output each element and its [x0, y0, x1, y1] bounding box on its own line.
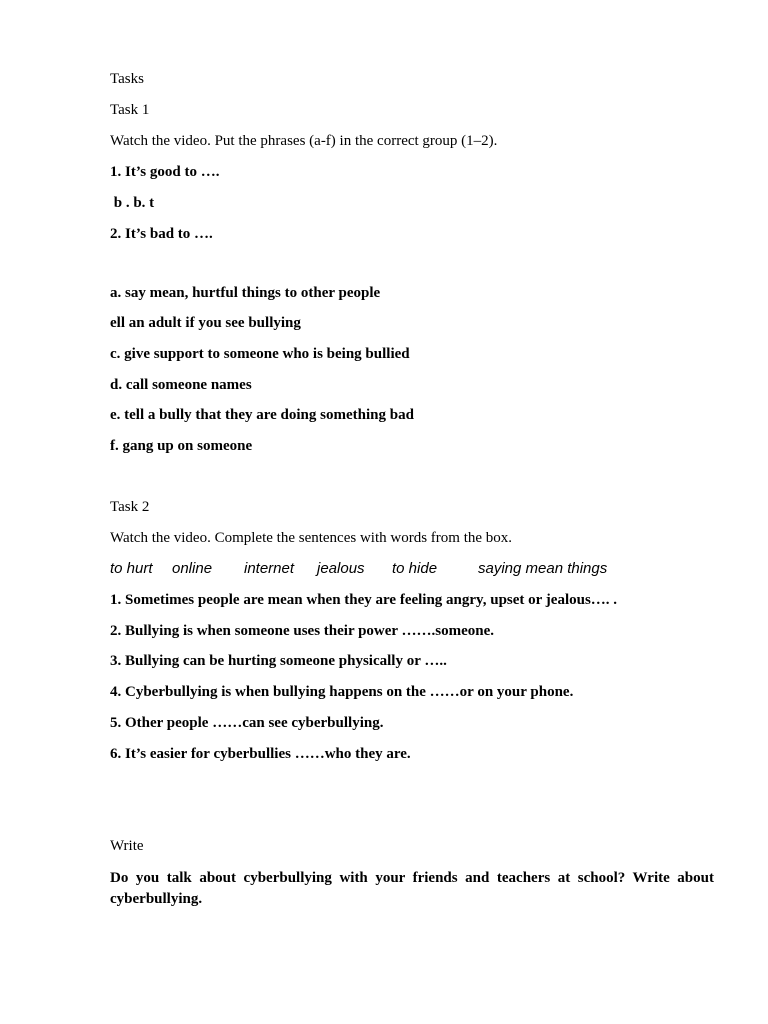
task2-sentence: 2. Bullying is when someone uses their power …….someone.: [110, 623, 495, 639]
task1-phrase: c. give support to someone who is being bullied: [110, 346, 410, 362]
task1-instruction: Watch the video. Put the phrases (a-f) in the correct group (1–2).: [110, 133, 498, 149]
write-title: Write: [110, 838, 144, 854]
box-word: to hurt: [110, 560, 153, 577]
task2-sentence: 1. Sometimes people are mean when they are feeling angry, upset or jealous…. .: [110, 592, 618, 608]
task2-sentence: 6. It’s easier for cyberbullies ……who they are.: [110, 746, 411, 762]
task2-sentence: 5. Other people ……can see cyberbullying.: [110, 715, 384, 731]
box-word: to hide: [392, 560, 438, 577]
task2-sentence: 3. Bullying can be hurting someone physically or …..: [110, 653, 447, 669]
task1-phrase: d. call someone names: [110, 377, 252, 393]
box-word: jealous: [317, 560, 365, 577]
task1-group1-answer: b . b. t: [110, 195, 155, 211]
task1-group2: 2. It’s bad to ….: [110, 226, 213, 242]
task2-instruction: Watch the video. Complete the sentences with words from the box.: [110, 530, 513, 546]
task1-phrase: ell an adult if you see bullying: [110, 315, 301, 331]
write-prompt: Do you talk about cyberbullying with your friends and teachers at school? Write about cyberbullying.: [110, 870, 714, 907]
task1-phrase: e. tell a bully that they are doing something bad: [110, 407, 414, 423]
page-heading: Tasks: [110, 71, 144, 87]
box-word: internet: [244, 560, 295, 577]
task1-group1: 1. It’s good to ….: [110, 164, 220, 180]
task1-title: Task 1: [110, 102, 150, 118]
task1-phrase: a. say mean, hurtful things to other people: [110, 285, 381, 301]
box-word: saying mean things: [478, 560, 608, 577]
box-word: online: [172, 560, 213, 577]
task2-title: Task 2: [110, 499, 150, 515]
task1-phrase: f. gang up on someone: [110, 438, 253, 454]
task2-sentence: 4. Cyberbullying is when bullying happens on the ……or on your phone.: [110, 684, 574, 700]
